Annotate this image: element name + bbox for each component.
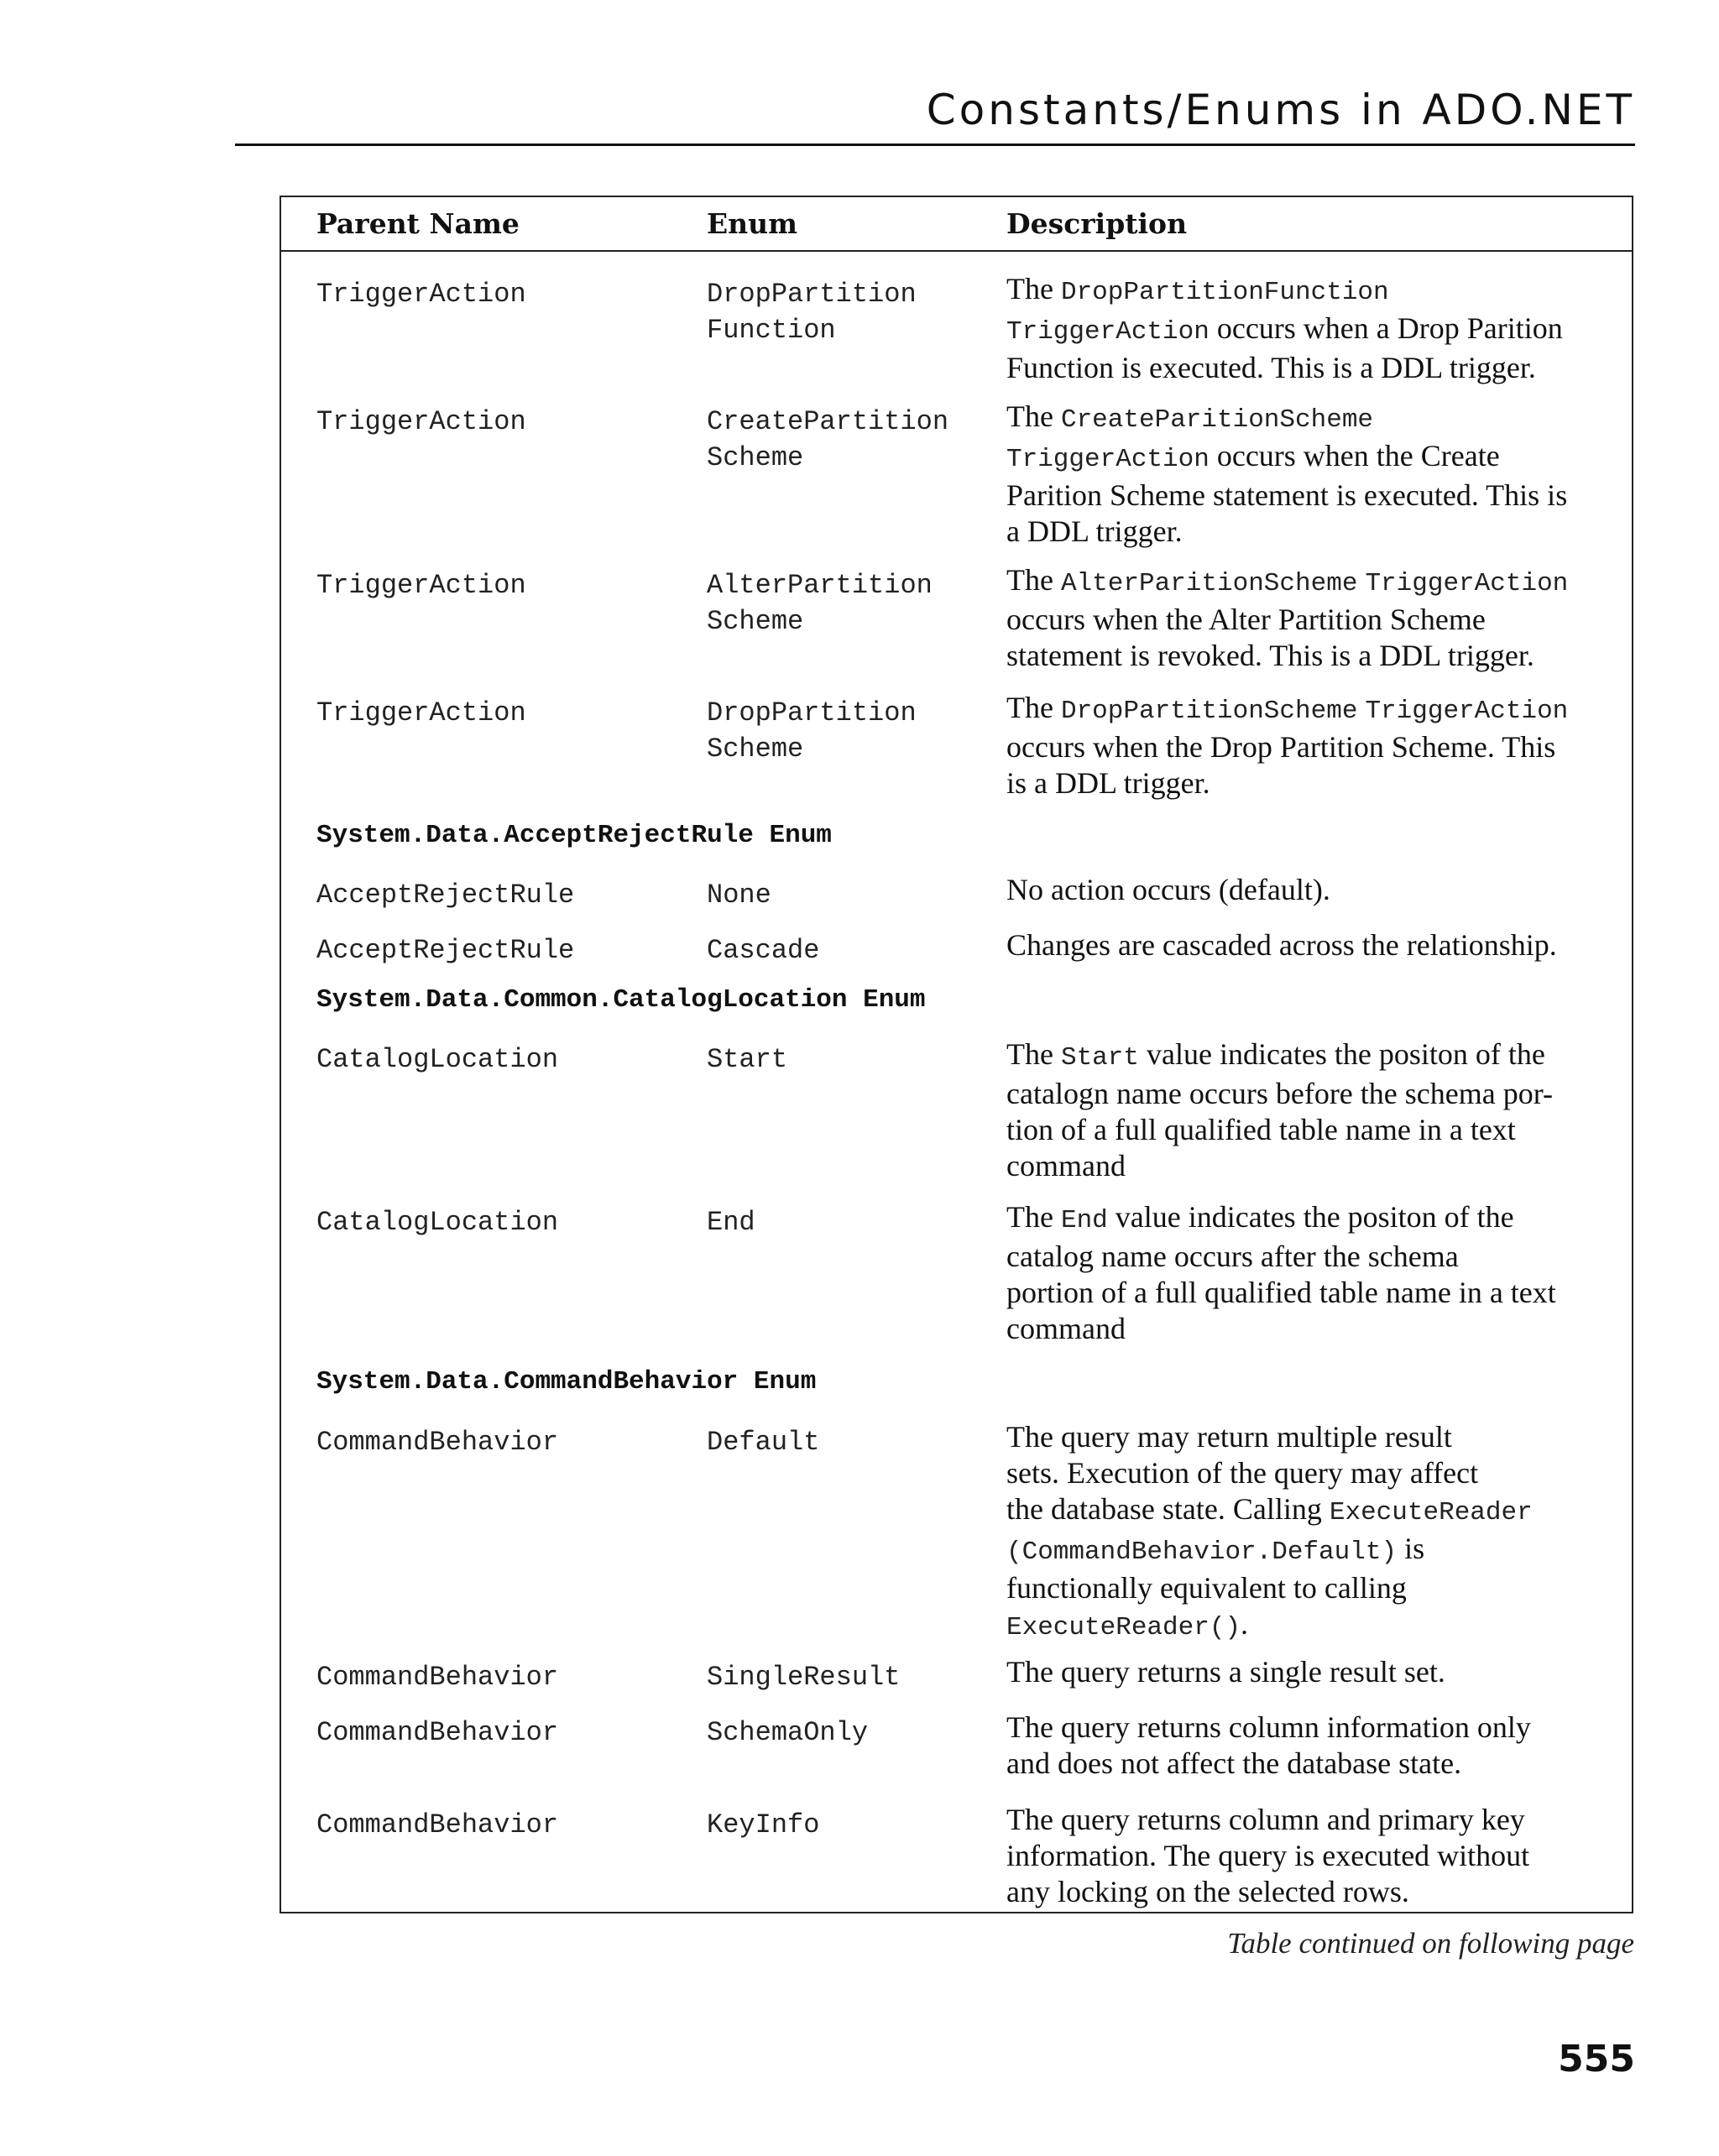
- description-line: [1006, 690, 1619, 729]
- text-fragment: tion of a full qualified table name in a text: [1006, 1113, 1516, 1146]
- description-line: [1006, 1802, 1619, 1838]
- description-cell: [1006, 1419, 1619, 1646]
- column-header-parent-name: Parent Name: [316, 207, 520, 240]
- enum-cell: [707, 877, 771, 913]
- text-fragment: occurs when the Create: [1209, 439, 1500, 472]
- enum-line: None: [707, 880, 771, 911]
- text-fragment: Parition Scheme statement is executed. This is: [1006, 478, 1568, 512]
- text-fragment: catalogn name occurs before the schema por-: [1006, 1077, 1553, 1110]
- description-line: [1006, 1654, 1619, 1690]
- description-line: [1006, 1311, 1619, 1347]
- enum-table: [280, 196, 1633, 1913]
- description-line: [1006, 1275, 1619, 1311]
- parent-name-cell: CommandBehavior: [316, 1809, 559, 1840]
- description-line: [1006, 1838, 1619, 1874]
- table-header-row: [281, 197, 1632, 252]
- description-line: [1006, 927, 1619, 963]
- description-line: [1006, 1112, 1619, 1148]
- section-heading: System.Data.CommandBehavior Enum: [316, 1367, 817, 1396]
- code-fragment: TriggerAction: [1365, 697, 1569, 726]
- text-fragment: Changes are cascaded across the relationship.: [1006, 928, 1557, 962]
- running-head-title: Constants/Enums in ADO.NET: [926, 86, 1635, 134]
- text-fragment: occurs when a Drop Parition: [1209, 311, 1563, 345]
- parent-name-cell: AcceptRejectRule: [316, 935, 575, 966]
- parent-name-cell: CatalogLocation: [316, 1044, 559, 1075]
- code-fragment: TriggerAction: [1006, 445, 1210, 474]
- code-fragment: CreateParitionScheme: [1060, 405, 1374, 435]
- text-fragment: The query may return multiple result: [1006, 1420, 1452, 1454]
- text-fragment: catalog name occurs after the schema: [1006, 1240, 1459, 1273]
- enum-cell: [707, 932, 819, 968]
- enum-line: KeyInfo: [707, 1809, 820, 1840]
- table-continued-note: Table continued on following page: [1227, 1927, 1634, 1960]
- description-line: [1006, 350, 1619, 386]
- page-number: 555: [1558, 2038, 1635, 2080]
- enum-line: Function: [707, 315, 836, 346]
- enum-line: AlterPartition: [707, 570, 933, 601]
- description-line: [1006, 1491, 1619, 1531]
- description-line: [1006, 1419, 1619, 1455]
- description-line: [1006, 1874, 1619, 1910]
- description-cell: [1006, 927, 1619, 963]
- enum-line: DropPartition: [707, 697, 917, 728]
- code-fragment: Start: [1060, 1043, 1139, 1073]
- parent-name-cell: CatalogLocation: [316, 1207, 559, 1238]
- description-line: [1006, 514, 1619, 550]
- description-cell: [1006, 271, 1619, 386]
- parent-name-cell: TriggerAction: [316, 697, 526, 728]
- description-line: [1006, 1531, 1619, 1570]
- text-fragment: occurs when the Drop Partition Scheme. This: [1006, 730, 1556, 764]
- description-cell: [1006, 872, 1619, 908]
- enum-line: Scheme: [707, 442, 804, 473]
- description-line: [1006, 562, 1619, 602]
- parent-name-cell: TriggerAction: [316, 570, 526, 601]
- text-fragment: .: [1241, 1607, 1249, 1641]
- description-line: [1006, 438, 1619, 478]
- text-fragment: value indicates the positon of the: [1138, 1037, 1545, 1071]
- description-line: [1006, 1746, 1619, 1782]
- text-fragment: command: [1006, 1149, 1126, 1182]
- description-cell: [1006, 399, 1619, 550]
- text-fragment: The: [1006, 272, 1061, 305]
- enum-line: Start: [707, 1044, 788, 1075]
- text-fragment: No action occurs (default).: [1006, 873, 1330, 906]
- description-line: [1006, 1148, 1619, 1184]
- description-line: [1006, 1076, 1619, 1112]
- enum-cell: [707, 1715, 868, 1751]
- enum-line: SingleResult: [707, 1662, 901, 1693]
- parent-name-cell: CommandBehavior: [316, 1427, 559, 1458]
- text-fragment: Function is executed. This is a DDL trigger.: [1006, 351, 1536, 384]
- parent-name-cell: TriggerAction: [316, 406, 526, 437]
- description-line: [1006, 765, 1619, 801]
- parent-name-cell: CommandBehavior: [316, 1662, 559, 1693]
- text-fragment: is: [1397, 1532, 1425, 1565]
- enum-cell: [707, 1424, 819, 1460]
- text-fragment: The: [1006, 1200, 1061, 1234]
- enum-line: SchemaOnly: [707, 1717, 869, 1748]
- description-line: [1006, 271, 1619, 311]
- enum-line: Scheme: [707, 606, 804, 637]
- code-fragment: ExecuteReader: [1329, 1498, 1533, 1527]
- description-line: [1006, 1199, 1619, 1239]
- description-cell: [1006, 1199, 1619, 1347]
- description-cell: [1006, 1654, 1619, 1690]
- text-fragment: is a DDL trigger.: [1006, 766, 1210, 800]
- enum-cell: [707, 1041, 787, 1078]
- column-header-description: Description: [1006, 207, 1188, 240]
- text-fragment: The query returns a single result set.: [1006, 1655, 1445, 1689]
- text-fragment: and does not affect the database state.: [1006, 1746, 1462, 1780]
- section-heading: System.Data.Common.CatalogLocation Enum: [316, 985, 926, 1015]
- description-line: [1006, 1455, 1619, 1491]
- description-line: [1006, 311, 1619, 350]
- text-fragment: The: [1006, 563, 1061, 597]
- text-fragment: The query returns column and primary key: [1006, 1803, 1525, 1836]
- code-fragment: (CommandBehavior.Default): [1006, 1537, 1398, 1567]
- parent-name-cell: TriggerAction: [316, 279, 526, 310]
- enum-cell: [707, 695, 917, 767]
- text-fragment: portion of a full qualified table name in a text: [1006, 1276, 1556, 1309]
- enum-line: Default: [707, 1427, 820, 1458]
- description-cell: [1006, 690, 1619, 801]
- text-fragment: any locking on the selected rows.: [1006, 1875, 1409, 1908]
- enum-line: Cascade: [707, 935, 820, 966]
- header-rule: [235, 144, 1635, 146]
- parent-name-cell: CommandBehavior: [316, 1717, 559, 1748]
- parent-name-cell: AcceptRejectRule: [316, 880, 575, 911]
- description-cell: [1006, 562, 1619, 674]
- description-line: [1006, 399, 1619, 438]
- enum-cell: [707, 1204, 755, 1240]
- code-fragment: DropPartitionScheme: [1060, 697, 1358, 726]
- section-heading: System.Data.AcceptRejectRule Enum: [316, 821, 832, 850]
- description-line: [1006, 1239, 1619, 1275]
- text-fragment: sets. Execution of the query may affect: [1006, 1456, 1479, 1490]
- description-line: [1006, 478, 1619, 514]
- enum-cell: [707, 1659, 900, 1695]
- enum-line: CreatePartition: [707, 406, 949, 437]
- enum-line: End: [707, 1207, 755, 1238]
- text-fragment: The: [1006, 691, 1061, 724]
- enum-cell: [707, 1807, 819, 1843]
- enum-line: DropPartition: [707, 279, 917, 310]
- description-line: [1006, 872, 1619, 908]
- code-fragment: TriggerAction: [1006, 317, 1210, 347]
- text-fragment: value indicates the positon of the: [1107, 1200, 1514, 1234]
- description-cell: [1006, 1802, 1619, 1910]
- description-cell: [1006, 1710, 1619, 1782]
- text-fragment: functionally equivalent to calling: [1006, 1571, 1407, 1605]
- text-fragment: the database state. Calling: [1006, 1492, 1330, 1526]
- description-line: [1006, 729, 1619, 765]
- code-fragment: DropPartitionFunction: [1060, 278, 1389, 307]
- text-fragment: statement is revoked. This is a DDL trigger.: [1006, 639, 1534, 672]
- text-fragment: command: [1006, 1312, 1126, 1345]
- code-fragment: AlterParitionScheme: [1060, 569, 1358, 598]
- text-fragment: The: [1006, 399, 1061, 433]
- text-fragment: information. The query is executed without: [1006, 1839, 1530, 1872]
- enum-cell: [707, 276, 917, 348]
- enum-cell: [707, 567, 933, 639]
- text-fragment: occurs when the Alter Partition Scheme: [1006, 603, 1486, 636]
- description-line: [1006, 1710, 1619, 1746]
- column-header-enum: Enum: [707, 207, 798, 240]
- description-line: [1006, 1606, 1619, 1646]
- description-cell: [1006, 1036, 1619, 1184]
- description-line: [1006, 602, 1619, 638]
- description-line: [1006, 1570, 1619, 1606]
- code-fragment: ExecuteReader(): [1006, 1613, 1241, 1642]
- code-fragment: End: [1060, 1206, 1108, 1235]
- enum-cell: [707, 404, 948, 476]
- enum-line: Scheme: [707, 733, 804, 765]
- code-fragment: TriggerAction: [1365, 569, 1569, 598]
- description-line: [1006, 638, 1619, 674]
- text-fragment: a DDL trigger.: [1006, 514, 1183, 548]
- description-line: [1006, 1036, 1619, 1076]
- text-fragment: The: [1006, 1037, 1061, 1071]
- text-fragment: The query returns column information only: [1006, 1710, 1531, 1744]
